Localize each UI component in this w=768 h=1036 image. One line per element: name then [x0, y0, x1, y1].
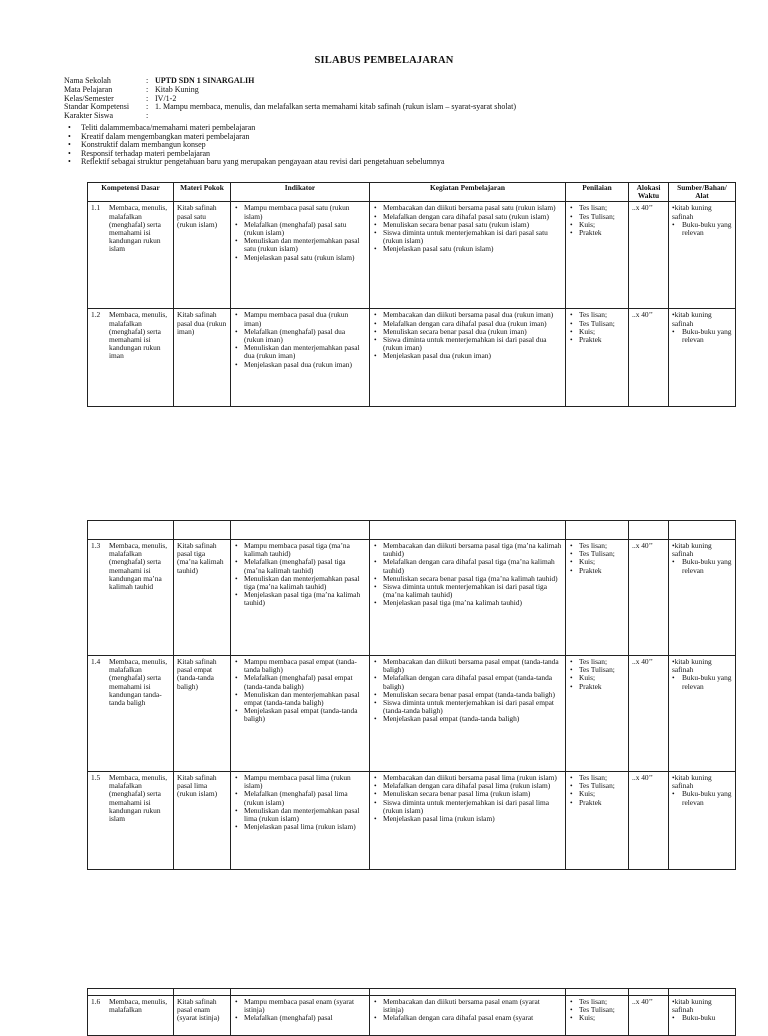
indikator-item: • Menjelaskan pasal lima (rukun islam) [234, 823, 366, 831]
indikator-item: • Menuliskan dan menterjemahkan pasal lima (rukun islam) [234, 807, 366, 823]
character-item: • Teliti dalammembaca/memahami materi pembelajaran [68, 124, 444, 133]
kegiatan-item: • Melafalkan dengan cara dihafal pasal tiga (ma’na kalimah tauhid) [373, 558, 562, 574]
penilaian-item: • Kuis; [569, 558, 625, 566]
sumber-item: • Buku-buku yang relevan [672, 558, 732, 574]
indikator-item: • Menuliskan dan menterjemahkan pasal dua (rukun iman) [234, 344, 366, 360]
kegiatan-item-list [373, 542, 562, 608]
cell-penilaian [566, 309, 629, 407]
kegiatan-item: • Menjelaskan pasal lima (rukun islam) [373, 815, 562, 823]
cell-materi: Kitab safinah pasal lima (rukun islam) [174, 772, 231, 870]
page-title: SILABUS PEMBELAJARAN [314, 55, 454, 66]
indikator-item-list [234, 998, 366, 1023]
cell-alokasi: ..x 40’’ [629, 309, 669, 407]
sumber-item: • Buku-buku yang relevan [672, 221, 732, 237]
syllabus-table-part-3 [87, 988, 736, 1036]
kegiatan-item: • Menuliskan secara benar pasal empat (tanda-tanda baligh) [373, 691, 562, 699]
penilaian-item: • Tes Tulisan; [569, 1006, 625, 1014]
cell-penilaian [566, 656, 629, 772]
kegiatan-item: • Membacakan dan diikuti bersama pasal enam (syarat istinja) [373, 998, 562, 1014]
cell-sumber [669, 540, 736, 656]
kd-number: 1.2 [91, 310, 101, 320]
kd-number: 1.1 [91, 203, 101, 213]
cell-indikator [231, 772, 370, 870]
kegiatan-item: • Siswa diminta untuk menterjemahkan isi dari pasal lima (rukun islam) [373, 799, 562, 815]
indikator-item: • Menuliskan dan menterjemahkan pasal tiga (ma’na kalimah tauhid) [234, 575, 366, 591]
indikator-item: • Mampu membaca pasal satu (rukun islam) [234, 204, 366, 220]
meta-subject: Mata Pelajaran : Kitab Kuning [64, 84, 199, 94]
indikator-item: • Melafalkan (menghafal) pasal dua (rukun iman) [234, 328, 366, 344]
cell-sumber [669, 996, 736, 1036]
kegiatan-item-list [373, 658, 562, 724]
kegiatan-item: • Membacakan dan diikuti bersama pasal tiga (ma’na kalimah tauhid) [373, 542, 562, 558]
kegiatan-item-list [373, 311, 562, 360]
penilaian-item: • Kuis; [569, 221, 625, 229]
syllabus-table-part-1 [87, 182, 736, 407]
kegiatan-item: • Siswa diminta untuk menterjemahkan isi dari pasal empat (tanda-tanda baligh) [373, 699, 562, 715]
sumber-list [672, 542, 732, 575]
document-meta [64, 77, 516, 121]
kd-text: Membaca, menulis, malafalkan (menghafal) serta memahami isi kandungan rukun islam [109, 773, 168, 824]
cell-indikator [231, 540, 370, 656]
kegiatan-item-list [373, 998, 562, 1023]
cell-alokasi: ..x 40’’ [629, 656, 669, 772]
kd-text: Membaca, menulis, malafalkan (menghafal) serta memahami isi kandungan ma’na kalimah tauhid [109, 541, 168, 592]
kd-number: 1.5 [91, 773, 101, 782]
kegiatan-item-list [373, 774, 562, 823]
penilaian-item: • Tes Tulisan; [569, 213, 625, 221]
cell-penilaian [566, 996, 629, 1036]
sumber-item: • Buku-buku yang relevan [672, 674, 732, 690]
cell-sumber [669, 309, 736, 407]
cell-kegiatan [370, 656, 566, 772]
kegiatan-item: • Menjelaskan pasal satu (rukun islam) [373, 245, 562, 253]
kegiatan-item: • Membacakan dan diikuti bersama pasal lima (rukun islam) [373, 774, 562, 782]
cell-indikator [231, 202, 370, 309]
meta-standard: Standar Kompetensi : 1. Mampu membaca, menulis, dan melafalkan serta memahami kitab safinah (rukun islam – syarat-syarat sholat) [64, 102, 516, 112]
kegiatan-item: • Menuliskan secara benar pasal satu (rukun islam) [373, 221, 562, 229]
cell-penilaian [566, 772, 629, 870]
cell-indikator [231, 996, 370, 1036]
kegiatan-item: • Siswa diminta untuk menterjemahkan isi dari pasal tiga (ma’na kalimah tauhid) [373, 583, 562, 599]
indikator-item: • Menuliskan dan menterjemahkan pasal empat (tanda-tanda baligh) [234, 691, 366, 707]
kegiatan-item: • Menuliskan secara benar pasal tiga (ma’na kalimah tauhid) [373, 575, 562, 583]
kegiatan-item: • Menuliskan secara benar pasal dua (rukun iman) [373, 328, 562, 336]
cell-penilaian [566, 540, 629, 656]
cell-kd [88, 772, 174, 870]
meta-school: Nama Sekolah : UPTD SDN 1 SINARGALIH [64, 76, 255, 85]
meta-class: Kelas/Semester : IV/1-2 [64, 93, 177, 103]
cell-materi: Kitab safinah pasal satu (rukun islam) [174, 202, 231, 309]
kd-text: Membaca, menulis, malafalkan [109, 997, 168, 1015]
table-row [88, 202, 736, 309]
penilaian-item: • Tes lisan; [569, 204, 625, 212]
kegiatan-item: • Melafalkan dengan cara dihafal pasal enam (syarat [373, 1014, 562, 1022]
character-item: • Reflektif sebagai struktur pengetahuan baru yang merupakan pengayaan atau revisi dari pengetahuan sebelumnya [68, 158, 444, 167]
cell-kd [88, 656, 174, 772]
table-row [88, 656, 736, 772]
kd-number: 1.3 [91, 541, 101, 550]
cell-penilaian [566, 202, 629, 309]
sumber-item: •kitab kuning safinah [672, 657, 712, 675]
cell-sumber [669, 202, 736, 309]
indikator-item: • Menuliskan dan menterjemahkan pasal satu (rukun islam) [234, 237, 366, 253]
cell-kd [88, 540, 174, 656]
penilaian-item: • Praktek [569, 799, 625, 807]
cell-sumber [669, 772, 736, 870]
penilaian-item: • Tes Tulisan; [569, 320, 625, 328]
sumber-item: • Buku-buku yang relevan [672, 328, 732, 344]
sumber-item: •kitab kuning safinah [672, 997, 712, 1015]
indikator-item-list [234, 542, 366, 608]
table-row [88, 996, 736, 1036]
cell-kd [88, 202, 174, 309]
header-penilaian: Penilaian [566, 183, 629, 202]
syllabus-table-part-2 [87, 520, 736, 870]
kegiatan-item: • Melafalkan dengan cara dihafal pasal dua (rukun iman) [373, 320, 562, 328]
cell-kd [88, 309, 174, 407]
kegiatan-item: • Menjelaskan pasal tiga (ma’na kalimah tauhid) [373, 599, 562, 607]
indikator-item: • Melafalkan (menghafal) pasal lima (rukun islam) [234, 790, 366, 806]
cell-kegiatan [370, 540, 566, 656]
kegiatan-item: • Membacakan dan diikuti bersama pasal dua (rukun iman) [373, 311, 562, 319]
table-empty-row [88, 989, 736, 996]
indikator-item: • Mampu membaca pasal lima (rukun islam) [234, 774, 366, 790]
header-sumber: Sumber/Bahan/ Alat [669, 183, 736, 202]
penilaian-item: • Kuis; [569, 1014, 625, 1022]
sumber-list [672, 998, 732, 1023]
kegiatan-item-list [373, 204, 562, 253]
indikator-item: • Mampu membaca pasal empat (tanda-tanda baligh) [234, 658, 366, 674]
cell-materi: Kitab safinah pasal enam (syarat istinja) [174, 996, 231, 1036]
header-alokasi: Alokasi Waktu [629, 183, 669, 202]
table-row [88, 772, 736, 870]
penilaian-item: • Tes lisan; [569, 774, 625, 782]
cell-materi: Kitab safinah pasal tiga (ma’na kalimah tauhid) [174, 540, 231, 656]
penilaian-item-list [569, 542, 625, 575]
sumber-item: •kitab kuning safinah [672, 203, 712, 221]
indikator-item: • Melafalkan (menghafal) pasal [234, 1014, 366, 1022]
character-item: • Responsif terhadap materi pembelajaran [68, 150, 444, 159]
indikator-item: • Mampu membaca pasal dua (rukun iman) [234, 311, 366, 327]
sumber-item: •kitab kuning safinah [672, 541, 712, 559]
cell-indikator [231, 656, 370, 772]
penilaian-item-list [569, 658, 625, 691]
penilaian-item-list [569, 204, 625, 237]
indikator-item-list [234, 774, 366, 831]
kd-text: Membaca, menulis, malafalkan (menghafal) serta memahami isi kandungan rukun iman [109, 310, 168, 361]
penilaian-item: • Praktek [569, 229, 625, 237]
sumber-list [672, 204, 732, 237]
penilaian-item: • Praktek [569, 683, 625, 691]
penilaian-item: • Tes lisan; [569, 998, 625, 1006]
cell-alokasi: ..x 40’’ [629, 202, 669, 309]
kegiatan-item: • Melafalkan dengan cara dihafal pasal satu (rukun islam) [373, 213, 562, 221]
character-list [68, 124, 444, 167]
sumber-item: •kitab kuning safinah [672, 310, 712, 328]
penilaian-item: • Tes Tulisan; [569, 550, 625, 558]
kd-text: Membaca, menulis, malafalkan (menghafal) serta memahami isi kandungan tanda-tanda baligh [109, 657, 168, 708]
penilaian-item-list [569, 311, 625, 344]
table-empty-row [88, 521, 736, 540]
kd-number: 1.6 [91, 997, 101, 1006]
cell-kd [88, 996, 174, 1036]
cell-sumber [669, 656, 736, 772]
header-kd: Kompetensi Dasar [88, 183, 174, 202]
kegiatan-item: • Melafalkan dengan cara dihafal pasal lima (rukun islam) [373, 782, 562, 790]
penilaian-item: • Tes lisan; [569, 542, 625, 550]
indikator-item: • Melafalkan (menghafal) pasal tiga (ma’na kalimah tauhid) [234, 558, 366, 574]
table-row [88, 540, 736, 656]
penilaian-item: • Tes Tulisan; [569, 782, 625, 790]
indikator-item-list [234, 658, 366, 724]
indikator-item-list [234, 204, 366, 261]
penilaian-item: • Tes lisan; [569, 311, 625, 319]
kd-number: 1.4 [91, 657, 101, 666]
cell-materi: Kitab safinah pasal dua (rukun iman) [174, 309, 231, 407]
penilaian-item: • Kuis; [569, 674, 625, 682]
indikator-item-list [234, 311, 366, 368]
cell-kegiatan [370, 202, 566, 309]
cell-kegiatan [370, 309, 566, 407]
kegiatan-item: • Menjelaskan pasal empat (tanda-tanda baligh) [373, 715, 562, 723]
penilaian-item: • Praktek [569, 336, 625, 344]
cell-alokasi: ..x 40’’ [629, 996, 669, 1036]
indikator-item: • Melafalkan (menghafal) pasal empat (tanda-tanda baligh) [234, 674, 366, 690]
sumber-item: • Buku-buku [672, 1014, 732, 1022]
penilaian-item: • Kuis; [569, 790, 625, 798]
indikator-item: • Menjelaskan pasal satu (rukun islam) [234, 254, 366, 262]
indikator-item: • Menjelaskan pasal tiga (ma’na kalimah tauhid) [234, 591, 366, 607]
sumber-list [672, 311, 732, 344]
sumber-item: •kitab kuning safinah [672, 773, 712, 791]
sumber-item: • Buku-buku yang relevan [672, 790, 732, 806]
indikator-item: • Mampu membaca pasal tiga (ma’na kalimah tauhid) [234, 542, 366, 558]
indikator-item: • Melafalkan (menghafal) pasal satu (rukun islam) [234, 221, 366, 237]
cell-kegiatan [370, 996, 566, 1036]
cell-materi: Kitab safinah pasal empat (tanda-tanda baligh) [174, 656, 231, 772]
character-item: • Konstruktif dalam membangun konsep [68, 141, 444, 150]
sumber-list [672, 658, 732, 691]
cell-indikator [231, 309, 370, 407]
kegiatan-item: • Siswa diminta untuk menterjemahkan isi dari pasal dua (rukun iman) [373, 336, 562, 352]
header-materi: Materi Pokok [174, 183, 231, 202]
header-kegiatan: Kegiatan Pembelajaran [370, 183, 566, 202]
cell-alokasi: ..x 40’’ [629, 772, 669, 870]
table-header-row [88, 183, 736, 202]
indikator-item: • Mampu membaca pasal enam (syarat istinja) [234, 998, 366, 1014]
cell-kegiatan [370, 772, 566, 870]
cell-alokasi: ..x 40’’ [629, 540, 669, 656]
sumber-list [672, 774, 732, 807]
penilaian-item: • Tes Tulisan; [569, 666, 625, 674]
kegiatan-item: • Menuliskan secara benar pasal lima (rukun islam) [373, 790, 562, 798]
header-indikator: Indikator [231, 183, 370, 202]
kd-text: Membaca, menulis, malafalkan (menghafal) serta memahami isi kandungan rukun islam [109, 203, 168, 254]
penilaian-item: • Praktek [569, 567, 625, 575]
penilaian-item-list [569, 774, 625, 807]
indikator-item: • Menjelaskan pasal empat (tanda-tanda baligh) [234, 707, 366, 723]
indikator-item: • Menjelaskan pasal dua (rukun iman) [234, 361, 366, 369]
character-item: • Kreatif dalam mengembangkan materi pembelajaran [68, 133, 444, 142]
penilaian-item: • Tes lisan; [569, 658, 625, 666]
kegiatan-item: • Membacakan dan diikuti bersama pasal satu (rukun islam) [373, 204, 562, 212]
kegiatan-item: • Menjelaskan pasal dua (rukun iman) [373, 352, 562, 360]
penilaian-item-list [569, 998, 625, 1023]
kegiatan-item: • Membacakan dan diikuti bersama pasal empat (tanda-tanda baligh) [373, 658, 562, 674]
table-row [88, 309, 736, 407]
kegiatan-item: • Siswa diminta untuk menterjemahkan isi dari pasal satu (rukun islam) [373, 229, 562, 245]
meta-character: Karakter Siswa : [64, 111, 149, 121]
kegiatan-item: • Melafalkan dengan cara dihafal pasal empat (tanda-tanda baligh) [373, 674, 562, 690]
penilaian-item: • Kuis; [569, 328, 625, 336]
